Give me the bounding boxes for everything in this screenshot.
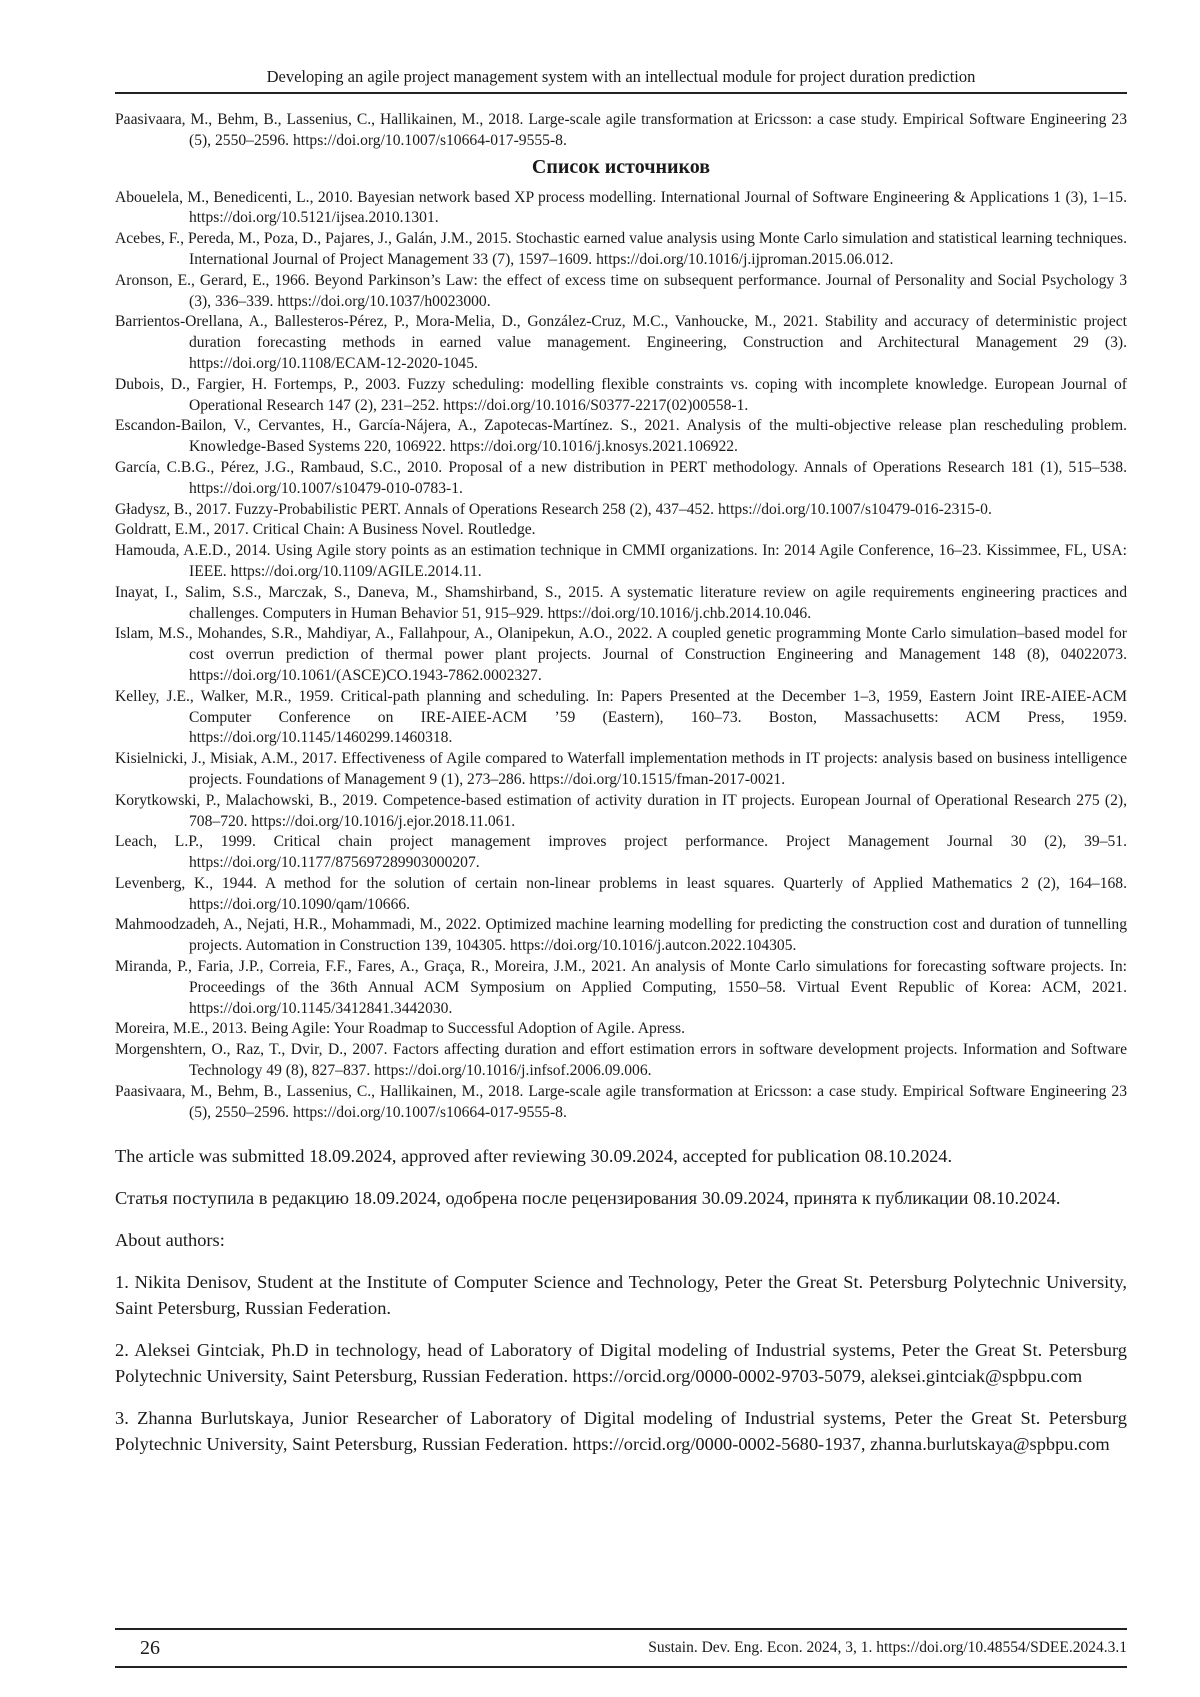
reference-item: Kelley, J.E., Walker, M.R., 1959. Critical-path planning and scheduling. In: Papers Presented at the December 1–3, 1959, Eastern Joint IRE-AIEE-ACM Computer Conference on IRE-AIEE-ACM ’59 (Eastern), 160–73. Boston, Massachusetts: ACM Press, 1959. https://doi.org/10.1145/1460299.1460318. [115,687,1127,747]
reference-item: Paasivaara, M., Behm, B., Lassenius, C., Hallikainen, M., 2018. Large-scale agile transformation at Ericsson: a case study. Empirical Software Engineering 23 (5), 2550–2596. https://doi.org/10.1007/s10664-017-9555-8. [115,1082,1127,1121]
reference-item: Levenberg, K., 1944. A method for the solution of certain non-linear problems in least squares. Quarterly of Applied Mathematics 2 (2), 164–168. https://doi.org/10.1090/qam/10666. [115,874,1127,913]
footer-rule-bottom [115,1666,1127,1668]
running-title: Developing an agile project management system with an intellectual module for project duration prediction [266,67,976,86]
reference-item: Miranda, P., Faria, J.P., Correia, F.F., Fares, A., Graça, R., Moreira, J.M., 2021. An analysis of Monte Carlo simulations for forecasting software projects. In: Proceedings of the 36th Annual ACM Symposium on Applied Computing, 1550–58. Virtual Event Republic of Korea: ACM, 2021. https://doi.org/10.1145/3412841.3442030. [115,958,1127,1017]
reference-item: Leach, L.P., 1999. Critical chain project management improves project performance. Project Management Journal 30 (2), 39–51. https://doi.org/10.1177/875697289903000207. [115,833,1127,872]
author-item: 2. Aleksei Gintciak, Ph.D in technology, head of Laboratory of Digital modeling of Industrial systems, Peter the Great St. Petersburg Polytechnic University, Saint Petersburg, Russian Federation. https://orcid.org/0000-0002-9703-5079, aleksei.gintciak@spbpu.com [115,1340,1127,1387]
sources-heading: Список источников [531,155,711,178]
footer-citation: Sustain. Dev. Eng. Econ. 2024, 3, 1. https://doi.org/10.48554/SDEE.2024.3.1 [648,1639,1127,1656]
reference-item: Kisielnicki, J., Misiak, A.M., 2017. Effectiveness of Agile compared to Waterfall implementation methods in IT projects: analysis based on business intelligence projects. Foundations of Management 9 (1), 273–286. https://doi.org/10.1515/fman-2017-0021. [115,750,1127,788]
reference-item: Dubois, D., Fargier, H. Fortemps, P., 2003. Fuzzy scheduling: modelling flexible constraints vs. coping with incomplete knowledge. European Journal of Operational Research 147 (2), 231–252. https://doi.org/10.1016/S0377-2217(02)00558-1. [115,375,1127,414]
reference-item: Abouelela, M., Benedicenti, L., 2010. Bayesian network based XP process modelling. International Journal of Software Engineering & Applications 1 (3), 1–15. https://doi.org/10.5121/ijsea.2010.1301. [115,188,1127,227]
reference-item: Mahmoodzadeh, A., Nejati, H.R., Mohammadi, M., 2022. Optimized machine learning modelling for predicting the construction cost and duration of tunnelling projects. Automation in Construction 139, 104305. https://doi.org/10.1016/j.autcon.2022.104305. [115,916,1127,955]
author-list [115,1269,1127,1457]
submission-note-en: The article was submitted 18.09.2024, approved after reviewing 30.09.2024, accepted for publication 08.10.2024. [115,1146,953,1167]
reference-item: Goldratt, E.M., 2017. Critical Chain: A Business Novel. Routledge. [115,521,536,539]
reference-item: Paasivaara, M., Behm, B., Lassenius, C., Hallikainen, M., 2018. Large-scale agile transformation at Ericsson: a case study. Empirical Software Engineering 23 (5), 2550–2596. https://doi.org/10.1007/s10664-017-9555-8. [115,111,1127,149]
reference-item: García, C.B.G., Pérez, J.G., Rambaud, S.C., 2010. Proposal of a new distribution in PERT methodology. Annals of Operations Research 181 (1), 515–538. https://doi.org/10.1007/s10479-010-0783-1. [115,458,1127,497]
header-rule [115,92,1127,94]
reference-item: Korytkowski, P., Malachowski, B., 2019. Competence-based estimation of activity duration in IT projects. European Journal of Operational Research 275 (2), 708–720. https://doi.org/10.1016/j.ejor.2018.11.061. [115,791,1127,830]
reference-item: Islam, M.S., Mohandes, S.R., Mahdiyar, A., Fallahpour, A., Olanipekun, A.O., 2022. A coupled genetic programming Monte Carlo simulation–based model for cost overrun prediction of thermal power plant projects. Journal of Construction Engineering and Management 148 (8), 04022073. https://doi.org/10.1061/(ASCE)CO.1943-7862.0002327. [115,625,1127,684]
reference-item: Hamouda, A.E.D., 2014. Using Agile story points as an estimation technique in CMMI organizations. In: 2014 Agile Conference, 16–23. Kissimmee, FL, USA: IEEE. https://doi.org/10.1109/AGILE.2014.11. [115,542,1127,580]
author-item: 1. Nikita Denisov, Student at the Institute of Computer Science and Technology, Peter the Great St. Petersburg Polytechnic University, Saint Petersburg, Russian Federation. [115,1272,1127,1319]
authors-heading: About authors: [115,1230,225,1251]
reference-item: Escandon-Bailon, V., Cervantes, H., García-Nájera, A., Zapotecas-Martínez. S., 2021. Analysis of the multi-objective release plan rescheduling problem. Knowledge-Based Systems 220, 106922. https://doi.org/10.1016/j.knosys.2021.106922. [115,417,1127,456]
reference-list [115,188,1127,1124]
page-number: 26 [140,1637,160,1659]
reference-item: Morgenshtern, O., Raz, T., Dvir, D., 2007. Factors affecting duration and effort estimation errors in software development projects. Information and Software Technology 49 (8), 827–837. https://doi.org/10.1016/j.infsof.2006.09.006. [115,1041,1127,1080]
submission-note-ru: Статья поступила в редакцию 18.09.2024, одобрена после рецензирования 30.09.2024, принята к публикации 08.10.2024. [115,1188,1061,1209]
reference-item: Acebes, F., Pereda, M., Poza, D., Pajares, J., Galán, J.M., 2015. Stochastic earned value analysis using Monte Carlo simulation and statistical learning techniques. International Journal of Project Management 33 (7), 1597–1609. https://doi.org/10.1016/j.ijproman.2015.06.012. [115,230,1127,268]
reference-item: Gładysz, B., 2017. Fuzzy-Probabilistic PERT. Annals of Operations Research 258 (2), 437–452. https://doi.org/10.1007/s10479-016-2315-0. [115,500,992,518]
author-item: 3. Zhanna Burlutskaya, Junior Researcher of Laboratory of Digital modeling of Industrial systems, Peter the Great St. Petersburg Polytechnic University, Saint Petersburg, Russian Federation. https://orcid.org/0000-0002-5680-1937, zhanna.burlutskaya@spbpu.com [115,1408,1127,1455]
reference-item: Inayat, I., Salim, S.S., Marczak, S., Daneva, M., Shamshirband, S., 2015. A systematic literature review on agile requirements engineering practices and challenges. Computers in Human Behavior 51, 915–929. https://doi.org/10.1016/j.chb.2014.10.046. [115,583,1127,622]
reference-item: Aronson, E., Gerard, E., 1966. Beyond Parkinson’s Law: the effect of excess time on subsequent performance. Journal of Personality and Social Psychology 3 (3), 336–339. https://doi.org/10.1037/h0023000. [115,271,1127,310]
footer-rule-top [115,1628,1127,1630]
page-content [115,110,1127,1457]
reference-item: Barrientos-Orellana, A., Ballesteros-Pérez, P., Mora-Melia, D., González-Cruz, M.C., Vanhoucke, M., 2021. Stability and accuracy of deterministic project duration forecasting methods in earned value management. Engineering, Construction and Architectural Management 29 (3). https://doi.org/10.1108/ECAM-12-2020-1045. [115,313,1127,372]
reference-item: Moreira, M.E., 2013. Being Agile: Your Roadmap to Successful Adoption of Agile. Apress. [115,1020,685,1038]
